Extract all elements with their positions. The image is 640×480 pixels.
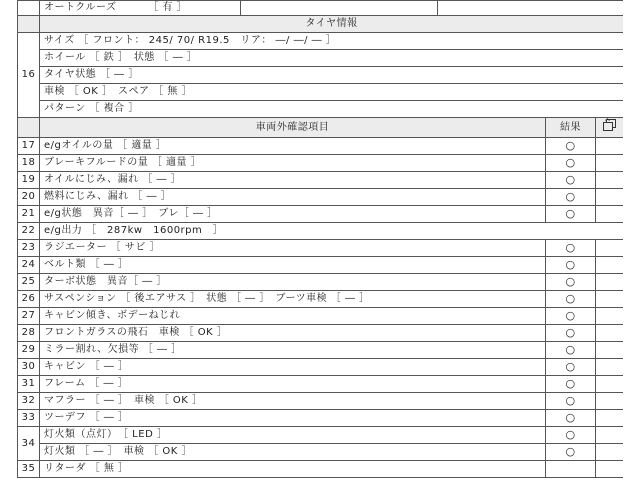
check-row [18, 444, 624, 461]
result-mark: ○ [546, 206, 596, 223]
check-row [18, 461, 624, 478]
check-item-text: ツーデフ ［ ― ］ [40, 410, 546, 427]
result-mark: ○ [546, 427, 596, 444]
result-mark [546, 461, 596, 478]
extra-cell [596, 240, 624, 257]
extra-cell [596, 257, 624, 274]
check-item-text: ブレーキフルードの量 ［ 適量 ］ [40, 155, 546, 172]
row-number: 18 [18, 155, 40, 172]
check-item-text: ラジエーター ［ サビ ］ [40, 240, 546, 257]
check-row [18, 393, 624, 410]
inspection-table [17, 0, 623, 478]
row-number: 30 [18, 359, 40, 376]
row-number: 19 [18, 172, 40, 189]
extra-cell [596, 376, 624, 393]
check-item-text: キャビン傾き、ボデーねじれ [40, 308, 546, 325]
check-item-text: マフラー ［ ― ］ 車検 ［ OK ］ [40, 393, 546, 410]
row-number: 32 [18, 393, 40, 410]
tire-header-row [18, 16, 624, 33]
check-row [18, 342, 624, 359]
extra-cell [596, 325, 624, 342]
check-row [18, 206, 624, 223]
extra-cell [596, 138, 624, 155]
result-mark: ○ [546, 274, 596, 291]
extra-cell [596, 410, 624, 427]
result-mark: ○ [546, 291, 596, 308]
extra-cell [596, 393, 624, 410]
cruise-value: ［ 有 ］ [148, 2, 188, 13]
result-mark: ○ [546, 410, 596, 427]
check-item-text: フロントガラスの飛石 車検 ［ OK ］ [40, 325, 546, 342]
result-mark: ○ [546, 308, 596, 325]
tire-info-text: 車検 ［ OK ］ スペア ［ 無 ］ [40, 84, 624, 101]
result-mark: ○ [546, 444, 596, 461]
check-item-text: e/gオイルの量 ［ 適量 ］ [40, 138, 546, 155]
result-mark: ○ [546, 257, 596, 274]
row-number: 27 [18, 308, 40, 325]
cruise-row [18, 1, 624, 16]
check-row [18, 376, 624, 393]
tire-info-text: パターン ［ 複合 ］ [40, 101, 624, 118]
tire-section-header: タイヤ情報 [40, 16, 624, 33]
check-item-text: ターボ状態 異音［ ― ］ [40, 274, 546, 291]
result-mark: ○ [546, 342, 596, 359]
check-row [18, 274, 624, 291]
check-item-text: ベルト類 ［ ― ］ [40, 257, 546, 274]
tire-info-text: ホイール ［ 鉄 ］ 状態 ［ ― ］ [40, 50, 624, 67]
check-row [18, 291, 624, 308]
check-item-text: フレーム ［ ― ］ [40, 376, 546, 393]
check-row [18, 359, 624, 376]
row-number: 26 [18, 291, 40, 308]
check-item-text: 灯火類（点灯） ［ LED ］ [40, 427, 546, 444]
row-number: 17 [18, 138, 40, 155]
row-number: 35 [18, 461, 40, 478]
result-mark: ○ [546, 393, 596, 410]
extra-cell [596, 308, 624, 325]
row-number: 21 [18, 206, 40, 223]
row-number: 34 [18, 427, 40, 461]
check-item-text: キャビン ［ ― ］ [40, 359, 546, 376]
result-mark: ○ [546, 240, 596, 257]
result-mark: ○ [546, 359, 596, 376]
result-mark: ○ [546, 325, 596, 342]
check-item-text: 灯火類 ［ ― ］ 車検 ［ OK ］ [40, 444, 546, 461]
check-item-text: ミラー割れ、欠損等 ［ ― ］ [40, 342, 546, 359]
copy-icon[interactable] [602, 118, 618, 131]
row-number: 29 [18, 342, 40, 359]
result-mark: ○ [546, 189, 596, 206]
tire-info-row [18, 84, 624, 101]
tire-info-row [18, 67, 624, 84]
check-item-text: オイルにじみ、漏れ ［ ― ］ [40, 172, 546, 189]
tire-info-row [18, 50, 624, 67]
row-number: 33 [18, 410, 40, 427]
result-mark: ○ [546, 138, 596, 155]
result-mark: ○ [546, 172, 596, 189]
row-number: 22 [18, 223, 40, 240]
extra-cell [596, 291, 624, 308]
result-column-header: 結果 [546, 118, 596, 138]
tire-info-text: サイズ ［ フロント： 245/ 70/ R19.5 リア： ―/ ―/ ― ］ [40, 33, 624, 50]
check-item-text: サスペンション ［ 後エアサス ］ 状態 ［ ― ］ ブーツ車検 ［ ― ］ [40, 291, 546, 308]
check-row [18, 172, 624, 189]
extra-cell [596, 189, 624, 206]
exterior-section-header: 車両外確認項目 [40, 118, 546, 138]
check-row [18, 325, 624, 342]
row-number: 24 [18, 257, 40, 274]
extra-cell [596, 155, 624, 172]
check-row [18, 189, 624, 206]
extra-cell [596, 359, 624, 376]
check-row [18, 427, 624, 444]
extra-cell [596, 206, 624, 223]
extra-cell [596, 274, 624, 291]
header-number-blank [18, 118, 40, 138]
result-mark: ○ [546, 155, 596, 172]
row-number: 28 [18, 325, 40, 342]
check-row [18, 223, 624, 240]
check-row [18, 240, 624, 257]
tire-info-row [18, 33, 624, 50]
check-item-text: e/g出力 ［ 287kw 1600rpm ］ [40, 223, 624, 240]
exterior-header-row [18, 118, 624, 138]
check-row [18, 410, 624, 427]
row-number: 25 [18, 274, 40, 291]
extra-cell [596, 444, 624, 461]
tire-info-text: タイヤ状態 ［ ― ］ [40, 67, 624, 84]
row-number: 20 [18, 189, 40, 206]
check-item-text: e/g状態 異音［ ― ］ ブレ［ ― ］ [40, 206, 546, 223]
row-number: 31 [18, 376, 40, 393]
tire-info-row [18, 101, 624, 118]
check-item-text: リターダ ［ 無 ］ [40, 461, 546, 478]
extra-cell [596, 172, 624, 189]
row-number [18, 1, 40, 16]
check-row [18, 308, 624, 325]
check-row [18, 257, 624, 274]
inspection-sheet [17, 0, 623, 480]
copy-icon-cell[interactable] [596, 118, 624, 138]
cruise-cell [40, 1, 624, 16]
row-number: 16 [18, 33, 40, 118]
row-number: 23 [18, 240, 40, 257]
extra-cell [596, 342, 624, 359]
extra-cell [596, 461, 624, 478]
cruise-label: オートクルーズ [44, 2, 117, 13]
check-item-text: 燃料にじみ、漏れ ［ ― ］ [40, 189, 546, 206]
extra-cell [596, 427, 624, 444]
result-mark: ○ [546, 376, 596, 393]
check-row [18, 138, 624, 155]
check-row [18, 155, 624, 172]
